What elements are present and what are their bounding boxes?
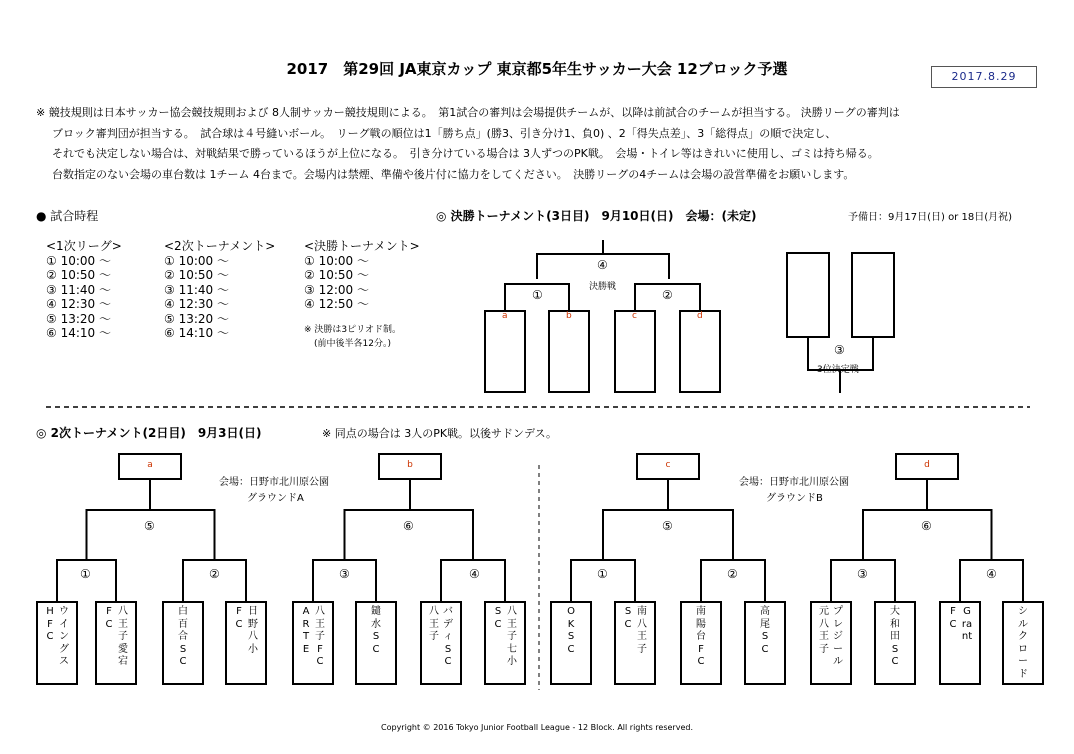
winner-label: d <box>924 460 930 470</box>
rules-line: ※ 競技規則は日本サッカー協会競技規則および 8人制サッカー競技規則による。 第1試合の審判は会場提供チームが、以降は前試合のチームが担当する。 決勝リーグの審判は <box>36 106 900 119</box>
team-name-col: 鑓水SC <box>371 606 381 655</box>
third-slot-1 <box>786 252 830 338</box>
winner-box-a <box>118 453 182 480</box>
team-box <box>550 601 592 685</box>
final-slot-b <box>548 310 590 393</box>
final-match-3: ③ <box>834 343 845 357</box>
rules-line: ブロック審判団が担当する。 試合球は４号縫いボール。 リーグ戦の順位は1「勝ち点」(勝3、引き分け1、負0) 、2「得失点差」、3「総得点」の順で決定し、 <box>52 126 837 140</box>
team-name-col: OKSC <box>567 606 575 655</box>
first-label: ② <box>727 567 738 581</box>
schedule-time: ⑤ 13:20 ～ <box>164 311 229 326</box>
schedule-heading: ● 試合時程 <box>36 209 99 223</box>
team-name-col: 大和田SC <box>890 606 900 667</box>
team-box <box>95 601 137 685</box>
schedule-note-2: (前中後半各12分。) <box>314 339 391 349</box>
schedule-note-1: ※ 決勝は3ピリオド制。 <box>304 325 402 335</box>
team-name-col: HFC <box>46 606 54 642</box>
second-note: ※ 同点の場合は 3人のPK戦。以後サドンデス。 <box>322 427 557 440</box>
team-name-col: 南八王子 <box>637 606 647 655</box>
team-name-col: 八王子FC <box>315 606 325 667</box>
schedule-time: ⑥ 14:10 ～ <box>164 326 229 340</box>
team-name-col: シルクロード <box>1018 606 1028 680</box>
venue-left-2: グラウンドA <box>247 493 304 504</box>
schedule-header: <2次トーナメント> <box>164 239 276 253</box>
team-name-col: ウイングス <box>59 606 69 667</box>
team-name-col: 八王子七小 <box>507 606 517 667</box>
team-box <box>484 601 526 685</box>
final-match-2: ② <box>662 288 673 302</box>
winner-label: b <box>407 460 413 470</box>
team-box <box>1002 601 1044 685</box>
team-name-col: バディSC <box>443 606 453 667</box>
first-label: ④ <box>986 567 997 581</box>
first-label: ③ <box>339 567 350 581</box>
team-name-col: 八王子 <box>429 606 439 642</box>
schedule-time: ② 10:50 ～ <box>304 268 369 282</box>
venue-right-2: グラウンドB <box>766 493 823 504</box>
date-badge: 2017.8.29 <box>931 66 1037 88</box>
team-name-col: 八王子愛宕 <box>118 606 128 667</box>
team-name-col: 白百合SC <box>178 606 188 667</box>
winner-label: a <box>147 460 153 470</box>
winner-label: c <box>665 460 671 470</box>
schedule-header: <決勝トーナメント> <box>304 239 420 253</box>
team-name-col: SC <box>494 606 502 630</box>
first-label: ① <box>597 567 608 581</box>
schedule-time: ② 10:50 ～ <box>164 268 229 282</box>
team-box <box>36 601 78 685</box>
final-slot-d <box>679 310 721 393</box>
schedule-time: ④ 12:30 ～ <box>46 297 111 311</box>
semi-label: ⑤ <box>662 519 673 533</box>
final-slot-label: a <box>502 311 508 321</box>
schedule-time: ⑤ 13:20 ～ <box>46 311 111 326</box>
first-label: ④ <box>469 567 480 581</box>
schedule-time: ① 10:00 ～ <box>304 253 369 268</box>
schedule-time: ④ 12:50 ～ <box>304 297 369 311</box>
winner-box-d <box>895 453 959 480</box>
schedule-time: ⑥ 14:10 ～ <box>46 326 111 340</box>
semi-label: ⑥ <box>403 519 414 533</box>
final-match-1: ① <box>532 288 543 302</box>
first-label: ③ <box>857 567 868 581</box>
winner-box-c <box>636 453 700 480</box>
final-match-4: ④ <box>597 258 608 272</box>
team-box <box>225 601 267 685</box>
third-label: 3位決定戦 <box>817 365 859 375</box>
schedule-header: <1次リーグ> <box>46 239 122 253</box>
final-slot-label: b <box>566 311 572 321</box>
third-slot-2 <box>851 252 895 338</box>
team-box <box>162 601 204 685</box>
schedule-time: ① 10:00 ～ <box>164 253 229 268</box>
team-box <box>744 601 786 685</box>
team-name-col: 南陽台FC <box>696 606 706 667</box>
team-box <box>292 601 334 685</box>
team-name-col: 高尾SC <box>760 606 770 655</box>
team-box <box>939 601 981 685</box>
team-name-col: プレジール <box>833 606 843 667</box>
team-name-col: ARTE <box>302 606 310 655</box>
team-box <box>874 601 916 685</box>
semi-label: ⑥ <box>921 519 932 533</box>
team-box <box>420 601 462 685</box>
team-box <box>810 601 852 685</box>
second-heading: ◎ 2次トーナメント(2日目) 9月3日(日) <box>36 426 262 440</box>
team-name-col: FC <box>235 606 243 630</box>
rules-line: 台数指定のない会場の車台数は 1チーム 4台まで。会場内は禁煙、準備や後片付に協力をしてください。 決勝リーグの4チームは会場の設営準備をお願いします。 <box>52 167 855 181</box>
first-label: ① <box>80 567 91 581</box>
team-box <box>355 601 397 685</box>
final-heading: ◎ 決勝トーナメント(3日目) 9月10日(日) 会場：(未定) <box>436 209 757 223</box>
footer-copyright: Copyright © 2016 Tokyo Junior Football League - 12 Block. All rights reserved. <box>381 723 693 732</box>
semi-label: ⑤ <box>144 519 155 533</box>
final-slot-label: d <box>697 311 703 321</box>
final-slot-label: c <box>632 311 637 321</box>
schedule-time: ② 10:50 ～ <box>46 268 111 282</box>
team-name-col: FC <box>949 606 957 630</box>
page-title: 2017 第29回 JA東京カップ 東京都5年生サッカー大会 12ブロック予選 <box>286 60 788 78</box>
winner-box-b <box>378 453 442 480</box>
schedule-time: ③ 11:40 ～ <box>46 282 111 297</box>
schedule-time: ③ 11:40 ～ <box>164 282 229 297</box>
team-name-col: FC <box>105 606 113 630</box>
first-label: ② <box>209 567 220 581</box>
reserve-day: 予備日：9月17日(日) or 18日(月祝) <box>848 212 1013 223</box>
schedule-time: ④ 12:30 ～ <box>164 297 229 311</box>
schedule-time: ① 10:00 ～ <box>46 253 111 268</box>
team-name-col: 日野八小 <box>248 606 258 655</box>
team-box <box>614 601 656 685</box>
final-label: 決勝戦 <box>589 282 617 292</box>
venue-left-1: 会場：日野市北川原公園 <box>219 477 329 488</box>
final-slot-c <box>614 310 656 393</box>
venue-right-1: 会場：日野市北川原公園 <box>739 477 849 488</box>
schedule-time: ③ 12:00 ～ <box>304 282 369 297</box>
team-name-col: SC <box>624 606 632 630</box>
team-box <box>680 601 722 685</box>
team-name-col: 元八王子 <box>819 606 829 655</box>
team-name-col: Grant <box>961 606 973 642</box>
rules-line: それでも決定しない場合は、対戦結果で勝っているほうが上位になる。 引き分けている場合は 3人ずつのPK戦。 会場・トイレ等はきれいに使用し、ゴミは持ち帰る。 <box>52 147 879 160</box>
final-slot-a <box>484 310 526 393</box>
